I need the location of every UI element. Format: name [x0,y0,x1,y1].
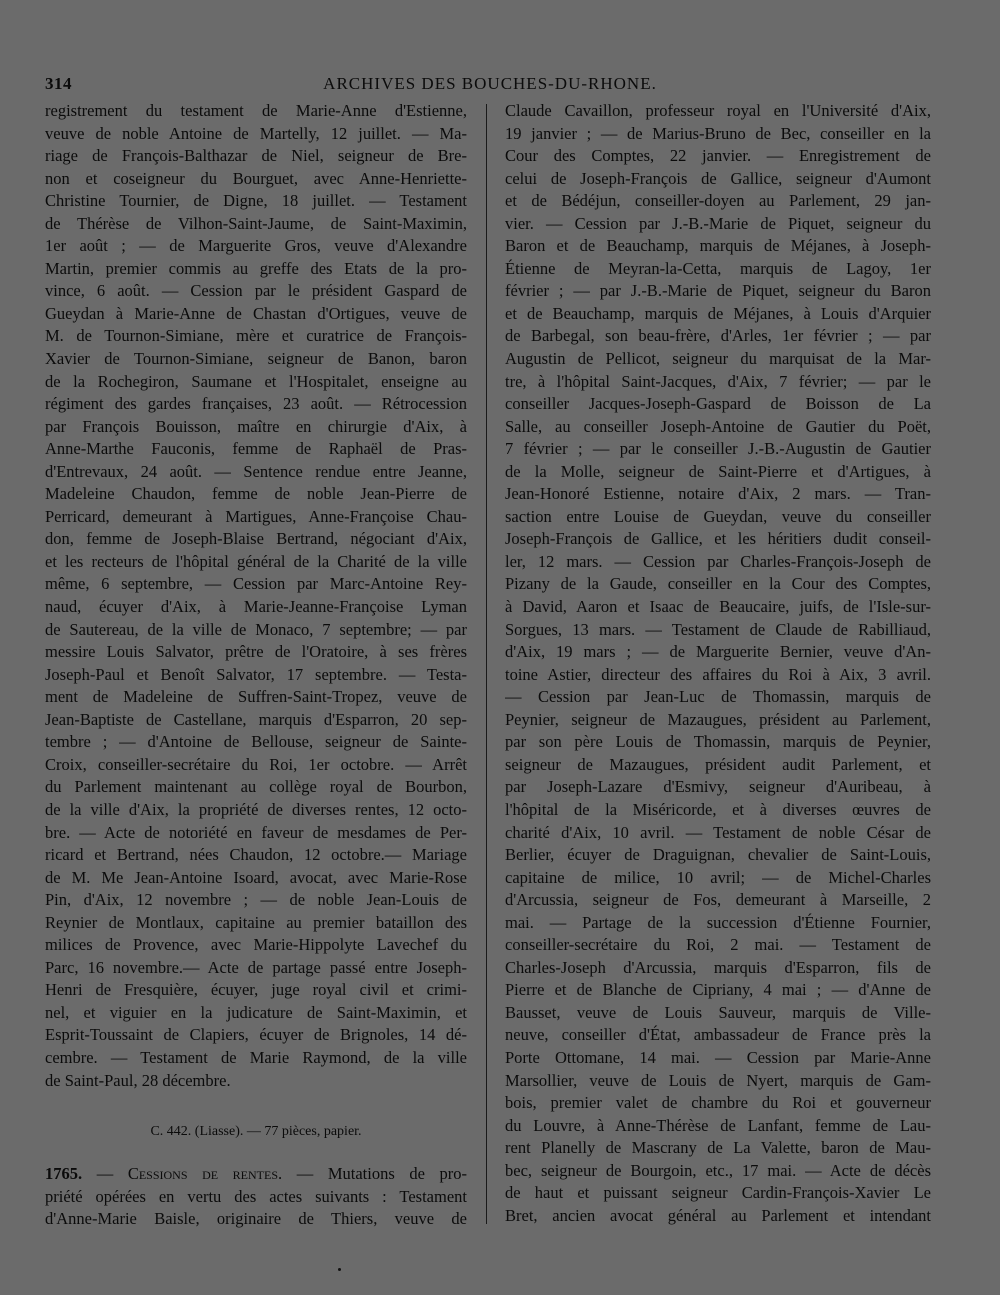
text-line: Jean-Honoré Estienne, notaire d'Aix, 2 mars. — Tran- [505,484,931,504]
text-line: don, femme de Joseph-Blaise Bertrand, négociant d'Aix, [45,529,467,549]
text-line: tembre ; — d'Antoine de Bellouse, seigneur de Sainte- [45,732,467,752]
text-line: registrement du testament de Marie-Anne d'Estienne, [45,101,467,120]
text-line: neuve, conseiller d'État, ambassadeur de France près la [505,1025,931,1045]
text-line: Charles-Joseph d'Arcussia, marquis d'Esparron, fils de [505,957,931,977]
text-line: de la Rochegiron, Saumane et l'Hospitalet, enseigne au [45,371,467,391]
text-line: Pizany de la Gaude, conseiller en la Cour des Comptes, [505,574,931,594]
text-line: Porte Ottomane, 14 mai. — Cession par Marie-Anne [505,1047,931,1067]
running-title: ARCHIVES DES BOUCHES-DU-RHONE. [323,74,657,93]
new-entry [45,1163,467,1231]
page-header [45,74,935,98]
text-line: bec, seigneur de Bourgoin, etc., 17 mai. — Acte de décès [505,1160,931,1180]
text-line: Christine Tournier, de Digne, 18 juillet. — Testament [45,191,467,211]
text-line: M. de Tournon-Simiane, mère et curatrice de François- [45,326,467,346]
text-line: rent Planelly de Mascrany de La Valette, baron de Mau- [505,1138,931,1158]
text-line: Esprit-Toussaint de Clapiers, écuyer de Brignoles, 14 dé- [45,1025,467,1045]
text-line: veuve de noble Antoine de Martelly, 12 juillet. — Ma- [45,123,467,143]
text-line: de Barbegal, son beau-frère, d'Arles, 1er février ; — par [505,326,931,346]
text-line: Baron et de Beauchamp, marquis de Méjanes, à Joseph- [505,236,931,256]
text-line: d'Aix, 19 mars ; — de Marguerite Bernier, veuve d'An- [505,642,931,662]
text-line: riage de François-Balthazar de Niel, seigneur de Bre- [45,146,467,166]
text-line: Cour des Comptes, 22 janvier. — Enregistrement de [505,146,931,166]
text-line: à David, Aaron et Isaac de Beaucaire, juifs, de l'Isle-sur- [505,597,931,617]
text-line: de la Molle, seigneur de Saint-Pierre et d'Artigues, à [505,461,931,481]
text-line: tre, à l'hôpital Saint-Jacques, d'Aix, 7 février; — par le [505,371,931,391]
column-divider [486,104,487,1224]
text-line: mai. — Partage de la succession d'Étienne Fournier, [505,912,931,932]
text-line: non et coseigneur du Bourguet, avec Anne-Henriette- [45,168,467,188]
text-line: Augustin de Pellicot, seigneur du marquisat de la Mar- [505,349,931,369]
text-line: ment de Madeleine de Suffren-Saint-Tropez, veuve de [45,687,467,707]
text-line: février ; — par J.-B.-Marie de Piquet, seigneur du Baron [505,281,931,301]
text-line: — Cession par Jean-Luc de Thomassin, marquis de [505,687,931,707]
text-line: 7 février ; — par le conseiller J.-B.-Augustin de Gautier [505,439,931,459]
text-line: 1er août ; — de Marguerite Gros, veuve d'Alexandre [45,236,467,256]
text-line: capitaine de milice, 10 avril; — de Michel-Charles [505,867,931,887]
text-line: Gueydan à Marie-Anne de Chastan d'Ortigues, veuve de [45,303,467,323]
text-line: messire Louis Salvator, prêtre de l'Oratoire, à ses frères [45,642,467,662]
entry-rubric: — Cessions de rentes. [96,1164,283,1183]
text-line: de Thérèse de Vilhon-Saint-Jaume, de Saint-Maximin, [45,213,467,233]
left-text-column [45,100,467,1092]
text-line: Joseph-Paul et Benoît Salvator, 17 septembre. — Testa- [45,664,467,684]
text-line: Jean-Baptiste de Castellane, marquis d'Esparron, 20 sep- [45,709,467,729]
entry-line: priété opérées en vertu des actes suivants : Testament [45,1186,467,1206]
text-line: toine Astier, directeur des affaires du Roi à Aix, 3 avril. [505,664,931,684]
text-line: Marsollier, veuve de Louis de Nyert, marquis de Gam- [505,1070,931,1090]
text-line: milices de Provence, avec Marie-Hippolyte Lavechef du [45,935,467,955]
text-line: Henri de Fresquière, écuyer, juge royal civil et crimi- [45,980,467,1000]
text-line: bre. — Acte de notoriété en faveur de mesdames de Per- [45,822,467,842]
text-line: charité d'Aix, 10 avril. — Testament de noble César de [505,822,931,842]
text-line: même, 6 septembre, — Cession par Marc-Antoine Rey- [45,574,467,594]
text-line: par François Bouisson, maître en chirurgie d'Aix, à [45,416,467,436]
page-number: 314 [45,74,72,93]
text-line: de haut et puissant seigneur Cardin-François-Xavier Le [505,1183,931,1203]
text-line: Xavier de Tournon-Simiane, seigneur de Banon, baron [45,349,467,369]
text-line: par Joseph-Lazare d'Esmivy, seigneur d'Auribeau, à [505,777,931,797]
text-line: Reynier de Montlaux, capitaine au premier bataillon des [45,912,467,932]
liasse-note: C. 442. (Liasse). — 77 pièces, papier. [150,1124,362,1139]
text-line: naud, écuyer d'Aix, à Marie-Jeanne-Françoise Lyman [45,597,467,617]
text-line: saction entre Louise de Gueydan, veuve du conseiller [505,506,931,526]
text-line: Madeleine Chaudon, femme de noble Jean-Pierre de [45,484,467,504]
text-line: l'hôpital de la Miséricorde, et à diverses œuvres de [505,799,931,819]
text-line: conseiller Jacques-Joseph-Gaspard de Boisson de La [505,394,931,414]
text-line: Peynier, seigneur de Mazaugues, président au Parlement, [505,709,931,729]
text-line: et de Bédéjun, conseiller-doyen au Parlement, 29 jan- [505,191,931,211]
text-line: Pin, d'Aix, 12 novembre ; — de noble Jean-Louis de [45,890,467,910]
text-line: vier. — Cession par J.-B.-Marie de Piquet, seigneur du [505,213,931,233]
text-line: conseiller-secrétaire du Roi, 2 mai. — Testament de [505,935,931,955]
text-line: Berlier, écuyer de Draguignan, chevalier de Saint-Louis, [505,845,931,865]
entry-heading-line [45,1163,467,1186]
text-line: Bausset, veuve de Louis Sauveur, marquis de Ville- [505,1002,931,1022]
text-line: et les recteurs de l'hôpital général de la Charité de la ville [45,551,467,571]
text-line: de la ville d'Aix, la propriété de diverses rentes, 12 octo- [45,799,467,819]
text-line: de Saint-Paul, 28 décembre. [45,1070,231,1090]
text-line: vince, 6 août. — Cession par le président Gaspard de [45,281,467,301]
text-line: Parc, 16 novembre.— Acte de partage passé entre Joseph- [45,957,467,977]
text-line: celui de Joseph-François de Gallice, seigneur d'Aumont [505,168,931,188]
text-line: Croix, conseiller-secrétaire du Roi, 1er octobre. — Arrêt [45,754,467,774]
text-line: et de Beauchamp, marquis de Méjanes, à Louis d'Arquier [505,303,931,323]
text-line: ler, 12 mars. — Cession par Charles-François-Joseph de [505,551,931,571]
text-line: Perricard, demeurant à Martigues, Anne-Françoise Chau- [45,506,467,526]
text-line: Sorgues, 13 mars. — Testament de Claude de Rabilliaud, [505,619,931,639]
text-line: d'Arcussia, seigneur de Fos, demeurant à Marseille, 2 [505,890,931,910]
text-line: bois, premier valet de chambre du Roi et gouverneur [505,1093,931,1113]
text-line: Étienne de Meyran-la-Cetta, marquis de Lagoy, 1er [505,258,931,278]
text-line: de Sautereau, de la ville de Monaco, 7 septembre; — par [45,619,467,639]
text-line: Bret, ancien avocat général au Parlement et intendant [505,1205,931,1225]
entry-line: d'Anne-Marie Baisle, originaire de Thiers, veuve de [45,1209,467,1229]
text-line: cembre. — Testament de Marie Raymond, de la ville [45,1047,467,1067]
text-line: Joseph-François de Gallice, et les héritiers dudit conseil- [505,529,931,549]
text-line: Martin, premier commis au greffe des Etats de la pro- [45,258,467,278]
text-line: nel, et viguier en la judicature de Saint-Maximin, et [45,1002,467,1022]
text-line: ricard et Bertrand, nées Chaudon, 12 octobre.— Mariage [45,845,467,865]
text-line: de M. Me Jean-Antoine Isoard, avocat, avec Marie-Rose [45,867,467,887]
text-line: seigneur de Mazaugues, président audit Parlement, et [505,754,931,774]
text-line: d'Entrevaux, 24 août. — Sentence rendue entre Jeanne, [45,461,467,481]
text-line: du Louvre, à Anne-Thérèse de Lanfant, femme de Lau- [505,1115,931,1135]
right-text-column [505,100,931,1227]
text-line: Anne-Marthe Fauconis, femme de Raphaël de Pras- [45,439,467,459]
text-line: 19 janvier ; — de Marius-Bruno de Bec, conseiller en la [505,123,931,143]
print-speck [338,1268,341,1271]
entry-heading-rest: — Mutations de pro- [296,1164,467,1183]
text-line: par son père Louis de Thomassin, marquis de Peynier, [505,732,931,752]
text-line: du Parlement maintenant au collège royal de Bourbon, [45,777,467,797]
entry-year: 1765. [45,1164,83,1183]
text-line: Salle, au conseiller Joseph-Antoine de Gautier du Poët, [505,416,931,436]
text-line: Pierre et de Blanche de Cipriany, 4 mai ; — d'Anne de [505,980,931,1000]
text-line: régiment des gardes françaises, 23 août. — Rétrocession [45,394,467,414]
text-line: Claude Cavaillon, professeur royal en l'Université d'Aix, [505,101,931,120]
